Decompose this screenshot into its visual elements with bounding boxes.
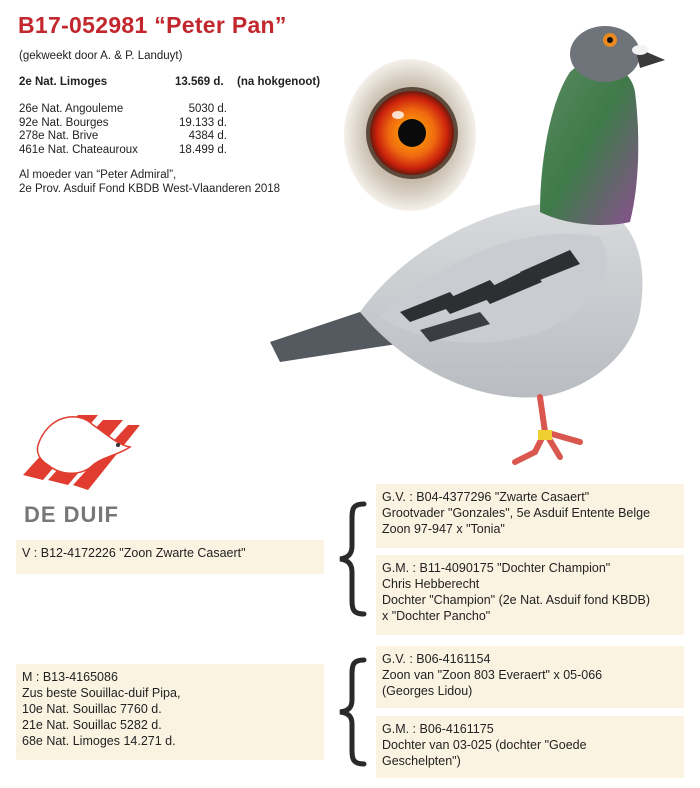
pigeon-image	[240, 12, 680, 472]
father-gm-line: x "Dochter Pancho"	[382, 609, 491, 623]
father-gm-line: G.M. : B11-4090175 "Dochter Champion"	[382, 561, 611, 575]
logo-text: DE DUIF	[24, 502, 119, 527]
result-race: 278e Nat. Brive	[19, 130, 99, 142]
mother-gv-line: (Georges Lidou)	[382, 684, 473, 698]
result-race: 461e Nat. Chateauroux	[19, 143, 138, 156]
top-result-value: 13.569 d.	[175, 76, 224, 88]
mother-brace	[334, 656, 370, 768]
mother-line: 21e Nat. Souillac 5282 d.	[22, 718, 162, 732]
result-race: 92e Nat. Bourges	[19, 116, 109, 129]
result-row	[19, 117, 227, 131]
result-value: 19.133 d.	[179, 116, 227, 129]
result-row	[19, 103, 227, 117]
mother-line: Zus beste Souillac-duif Pipa,	[22, 686, 181, 700]
mother-gm-line: G.M. : B06-4161175	[382, 722, 494, 736]
father-box	[16, 540, 324, 574]
note-line: 2e Prov. Asduif Fond KBDB West-Vlaanderen 2018	[19, 182, 281, 195]
father-gm-box	[376, 555, 684, 635]
mother-line: 68e Nat. Limoges 14.271 d.	[22, 734, 176, 748]
top-result-note: (na hokgenoot)	[237, 76, 321, 88]
father-gm-line: Dochter "Champion" (2e Nat. Asduif fond KBDB)	[382, 593, 651, 607]
result-value: 5030 d.	[188, 103, 227, 115]
father-brace	[334, 500, 370, 618]
father-gv-box	[376, 484, 684, 548]
result-row	[19, 130, 227, 144]
result-value: 18.499 d.	[179, 143, 227, 156]
bred-by: (gekweekt door A. & P. Landuyt)	[19, 50, 183, 62]
page-title: B17-052981 “Peter Pan”	[18, 12, 287, 38]
de-duif-logo-mark	[18, 405, 143, 500]
father-gm-line: Chris Hebberecht	[382, 577, 480, 591]
father-gv-line: Zoon 97-947 x "Tonia"	[382, 522, 505, 536]
father-gv-line: Grootvader "Gonzales", 5e Asduif Entente Belge	[382, 506, 651, 520]
father-line: V : B12-4172226 "Zoon Zwarte Casaert"	[22, 546, 246, 560]
mother-gv-line: Zoon van "Zoon 803 Everaert" x 05-066	[382, 668, 603, 682]
results-list	[19, 103, 227, 157]
father-gv-line: G.V. : B04-4377296 "Zwarte Casaert"	[382, 490, 590, 504]
result-row	[19, 144, 227, 158]
mother-gm-line: Geschelpten")	[382, 754, 461, 768]
top-result-race: 2e Nat. Limoges	[19, 76, 108, 88]
note-line: Al moeder van “Peter Admiral”,	[19, 169, 177, 181]
mother-line: M : B13-4165086	[22, 670, 118, 684]
mother-gv-box	[376, 646, 684, 708]
result-race: 26e Nat. Angouleme	[19, 103, 124, 115]
result-value: 4384 d.	[188, 130, 227, 142]
mother-gm-box	[376, 716, 684, 778]
mother-line: 10e Nat. Souillac 7760 d.	[22, 702, 162, 716]
mother-gv-line: G.V. : B06-4161154	[382, 652, 491, 666]
mother-gm-line: Dochter van 03-025 (dochter "Goede	[382, 738, 587, 752]
mother-box	[16, 664, 324, 760]
